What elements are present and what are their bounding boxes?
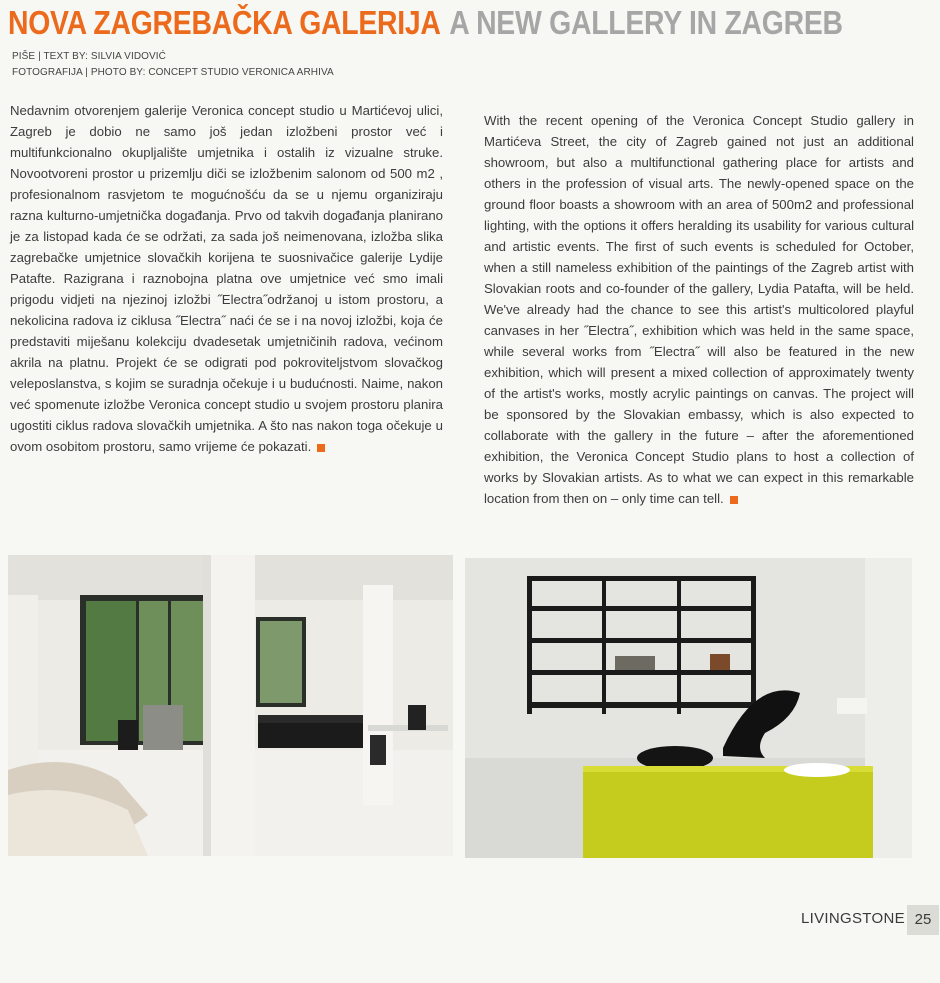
yellow-table-photo	[465, 558, 912, 858]
end-mark-icon	[317, 444, 325, 452]
headline-english: A NEW GALLERY IN ZAGREB	[449, 4, 843, 41]
article-column-croatian	[10, 100, 443, 457]
article-column-english	[484, 110, 914, 509]
croatian-body-text: Nedavnim otvorenjem galerije Veronica concept studio u Martićevoj ulici, Zagreb je dobio ne samo još jedan izložbeni prostor već i multifunkcionalno okupljalište umjetnika i ostalih iz vizualne struke. Novootvoreni prostor u prizemlju diči se izložbenim salonom od 500 m2 , profesionalnom rasvjetom te mogućnošću da se u njemu organiziraju razna kulturno-umjetnička događanja. Prvo od takvih događanja planirano je za listopad kada će se održati, za sada još neimenovana, izložba slika zagrebačke umjetnice slovačkih korijena te suosnivačice galerije Lydije Patafte. Razigrana i raznobojna platna ove umjetnice već smo imali prigodu vidjeti na njezinoj izložbi ˝Electra˝održanoj u istom prostoru, a nekolicina radova iz ciklusa ˝Electra˝ naći će se i na novoj izložbi, koja će predstaviti miješanu kolekciju dvadesetak umjetničinih radova, većinom akrila na platnu. Projekt će se odigrati pod pokroviteljstvom slovačkog veleposlanstva, s kojim se suradnja očekuje i u budućnosti. Naime, nakon već spomenute izložbe Veronica concept studio u svojem prostoru planira ugostiti ciklus radova slovačkih umjetnika. A što nas nakon toga očekuje u ovom osobitom prostoru, samo vrijeme će pokazati.	[10, 103, 443, 454]
credits	[12, 49, 334, 81]
end-mark-icon	[730, 496, 738, 504]
credit-photo: FOTOGRAFIJA | PHOTO BY: CONCEPT STUDIO VERONICA ARHIVA	[12, 67, 334, 78]
headline-croatian: NOVA ZAGREBAČKA GALERIJA	[8, 4, 441, 41]
gallery-interior-photo	[8, 555, 453, 856]
magazine-brand	[801, 910, 905, 927]
brand-bold: STONE	[851, 910, 905, 927]
english-body-text: With the recent opening of the Veronica Concept Studio gallery in Martićeva Street, the city of Zagreb gained not just an additional showroom, but also a multifunctional gathering place for artists and others in the profession of visual arts. The newly-opened space on the ground floor boasts a showroom with an area of 500m2 and professional lighting, with the options it offers heralding its usability for various cultural and artistic events. The first of such events is scheduled for October, when a still nameless exhibition of the paintings of the Zagreb artist with Slovakian roots and co-founder of the gallery, Lydia Patafta, will be held. We've already had the chance to see this artist's multicolored playful canvases in her ˝Electra˝, exhibition which was held in the same space, while several works from ˝Electra˝ will also be featured in the new exhibition, which will present a mixed collection of approximately twenty of the artist's works, mostly acrylic paintings on canvas. The project will be sponsored by the Slovakian embassy, which is also expected to collaborate with the gallery in the future – after the aforementioned exhibition, the Veronica Concept Studio plans to host a collection of works by Slovakian artists. As to what we can expect in this remarkable location from then on – only time can tell.	[484, 113, 914, 506]
page-number: 25	[907, 905, 939, 935]
brand-light: LIVING	[801, 910, 852, 927]
credit-text: PIŠE | TEXT BY: SILVIA VIDOVIĆ	[12, 51, 166, 62]
article-headline	[8, 4, 843, 42]
